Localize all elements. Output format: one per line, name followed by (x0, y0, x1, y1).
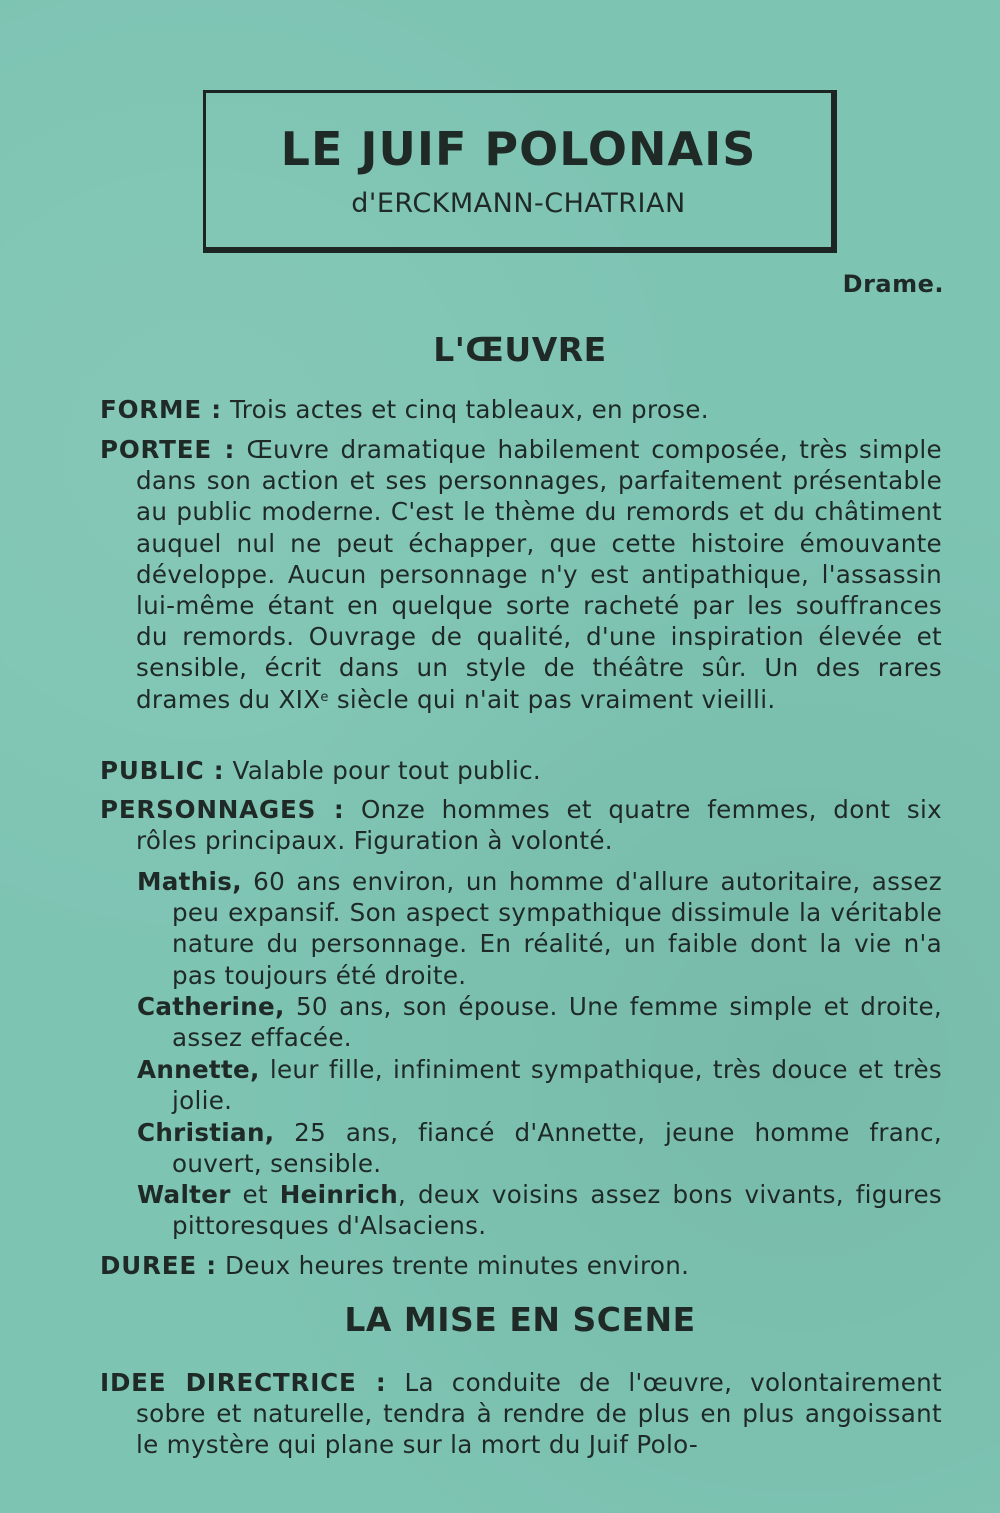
entry-label: FORME : (100, 395, 222, 424)
entry-label: PERSONNAGES : (100, 795, 345, 824)
role-name: Christian, (137, 1118, 275, 1147)
entry-text: Œuvre dramatique habilement composée, très simple dans son action et ses personnages, parfaitement présentable au public moderne. C'est le thème du remords et du châtiment auquel nul ne peut échapper, que cette histoire émouvante développe. Aucun personnage n'y est antipathique, l'assassin lui-même étant en quelque sorte racheté par les souffrances du remords. Ouvrage de qualité, d'une inspiration élevée et sensible, écrit dans un style de théâtre sûr. Un des rares drames du XIX (136, 435, 942, 714)
role-name: Walter (137, 1180, 231, 1209)
entry-text: Valable pour tout public. (224, 756, 542, 785)
role-text: 25 ans, fiancé d'Annette, jeune homme franc, ouvert, sensible. (172, 1118, 942, 1179)
entry-public (100, 755, 942, 786)
superscript: e (320, 689, 329, 705)
role-item (137, 1179, 942, 1241)
entry-text: La conduite de l'œuvre, volontairement sobre et naturelle, tendra à rendre de plus en plus angoissant le mystère qui plane sur la mort du Juif Polo- (136, 1368, 943, 1460)
role-text: leur fille, infiniment sympathique, très douce et très jolie. (172, 1055, 942, 1116)
role-name: Annette, (137, 1055, 260, 1084)
role-text: , deux voisins assez bons vivants, figures pittoresques d'Alsaciens. (172, 1180, 942, 1241)
entry-text: Onze hommes et quatre femmes, dont six rôles principaux. Figuration à volonté. (136, 795, 942, 856)
section-heading-oeuvre: L'ŒUVRE (433, 330, 607, 369)
entry-forme (100, 394, 942, 425)
role-name: Mathis, (137, 867, 242, 896)
role-text: 60 ans environ, un homme d'allure autoritaire, assez peu expansif. Son aspect sympathique dissimule la véritable nature du personnage. En réalité, un faible dont la vie n'a pas toujours été droite. (172, 867, 942, 990)
role-item (137, 1117, 942, 1179)
role-name: Catherine, (137, 992, 285, 1021)
entry-idee-directrice (100, 1367, 942, 1461)
role-item (137, 866, 942, 991)
entry-text: Trois actes et cinq tableaux, en prose. (221, 395, 709, 424)
entry-text-end: siècle qui n'ait pas vraiment vieilli. (328, 684, 776, 714)
entry-duree (100, 1250, 942, 1281)
entry-text: Deux heures trente minutes environ. (216, 1251, 690, 1280)
play-title: LE JUIF POLONAIS (280, 122, 757, 176)
entry-label: PORTEE : (100, 435, 236, 464)
entry-label: IDEE DIRECTRICE : (100, 1368, 387, 1397)
section-heading-mise-en-scene: LA MISE EN SCENE (344, 1300, 696, 1339)
entry-portee (100, 434, 942, 715)
play-author: d'ERCKMANN-CHATRIAN (351, 188, 686, 219)
entry-personnages (100, 794, 942, 856)
role-item (137, 991, 942, 1053)
title-box (203, 90, 837, 253)
genre-label: Drame. (842, 270, 944, 298)
role-item (137, 1054, 942, 1116)
role-name: Heinrich (279, 1180, 398, 1209)
role-text: 50 ans, son épouse. Une femme simple et droite, assez effacée. (172, 992, 942, 1053)
entry-label: PUBLIC : (100, 756, 225, 785)
entry-label: DUREE : (100, 1251, 217, 1280)
role-joiner: et (230, 1180, 280, 1209)
